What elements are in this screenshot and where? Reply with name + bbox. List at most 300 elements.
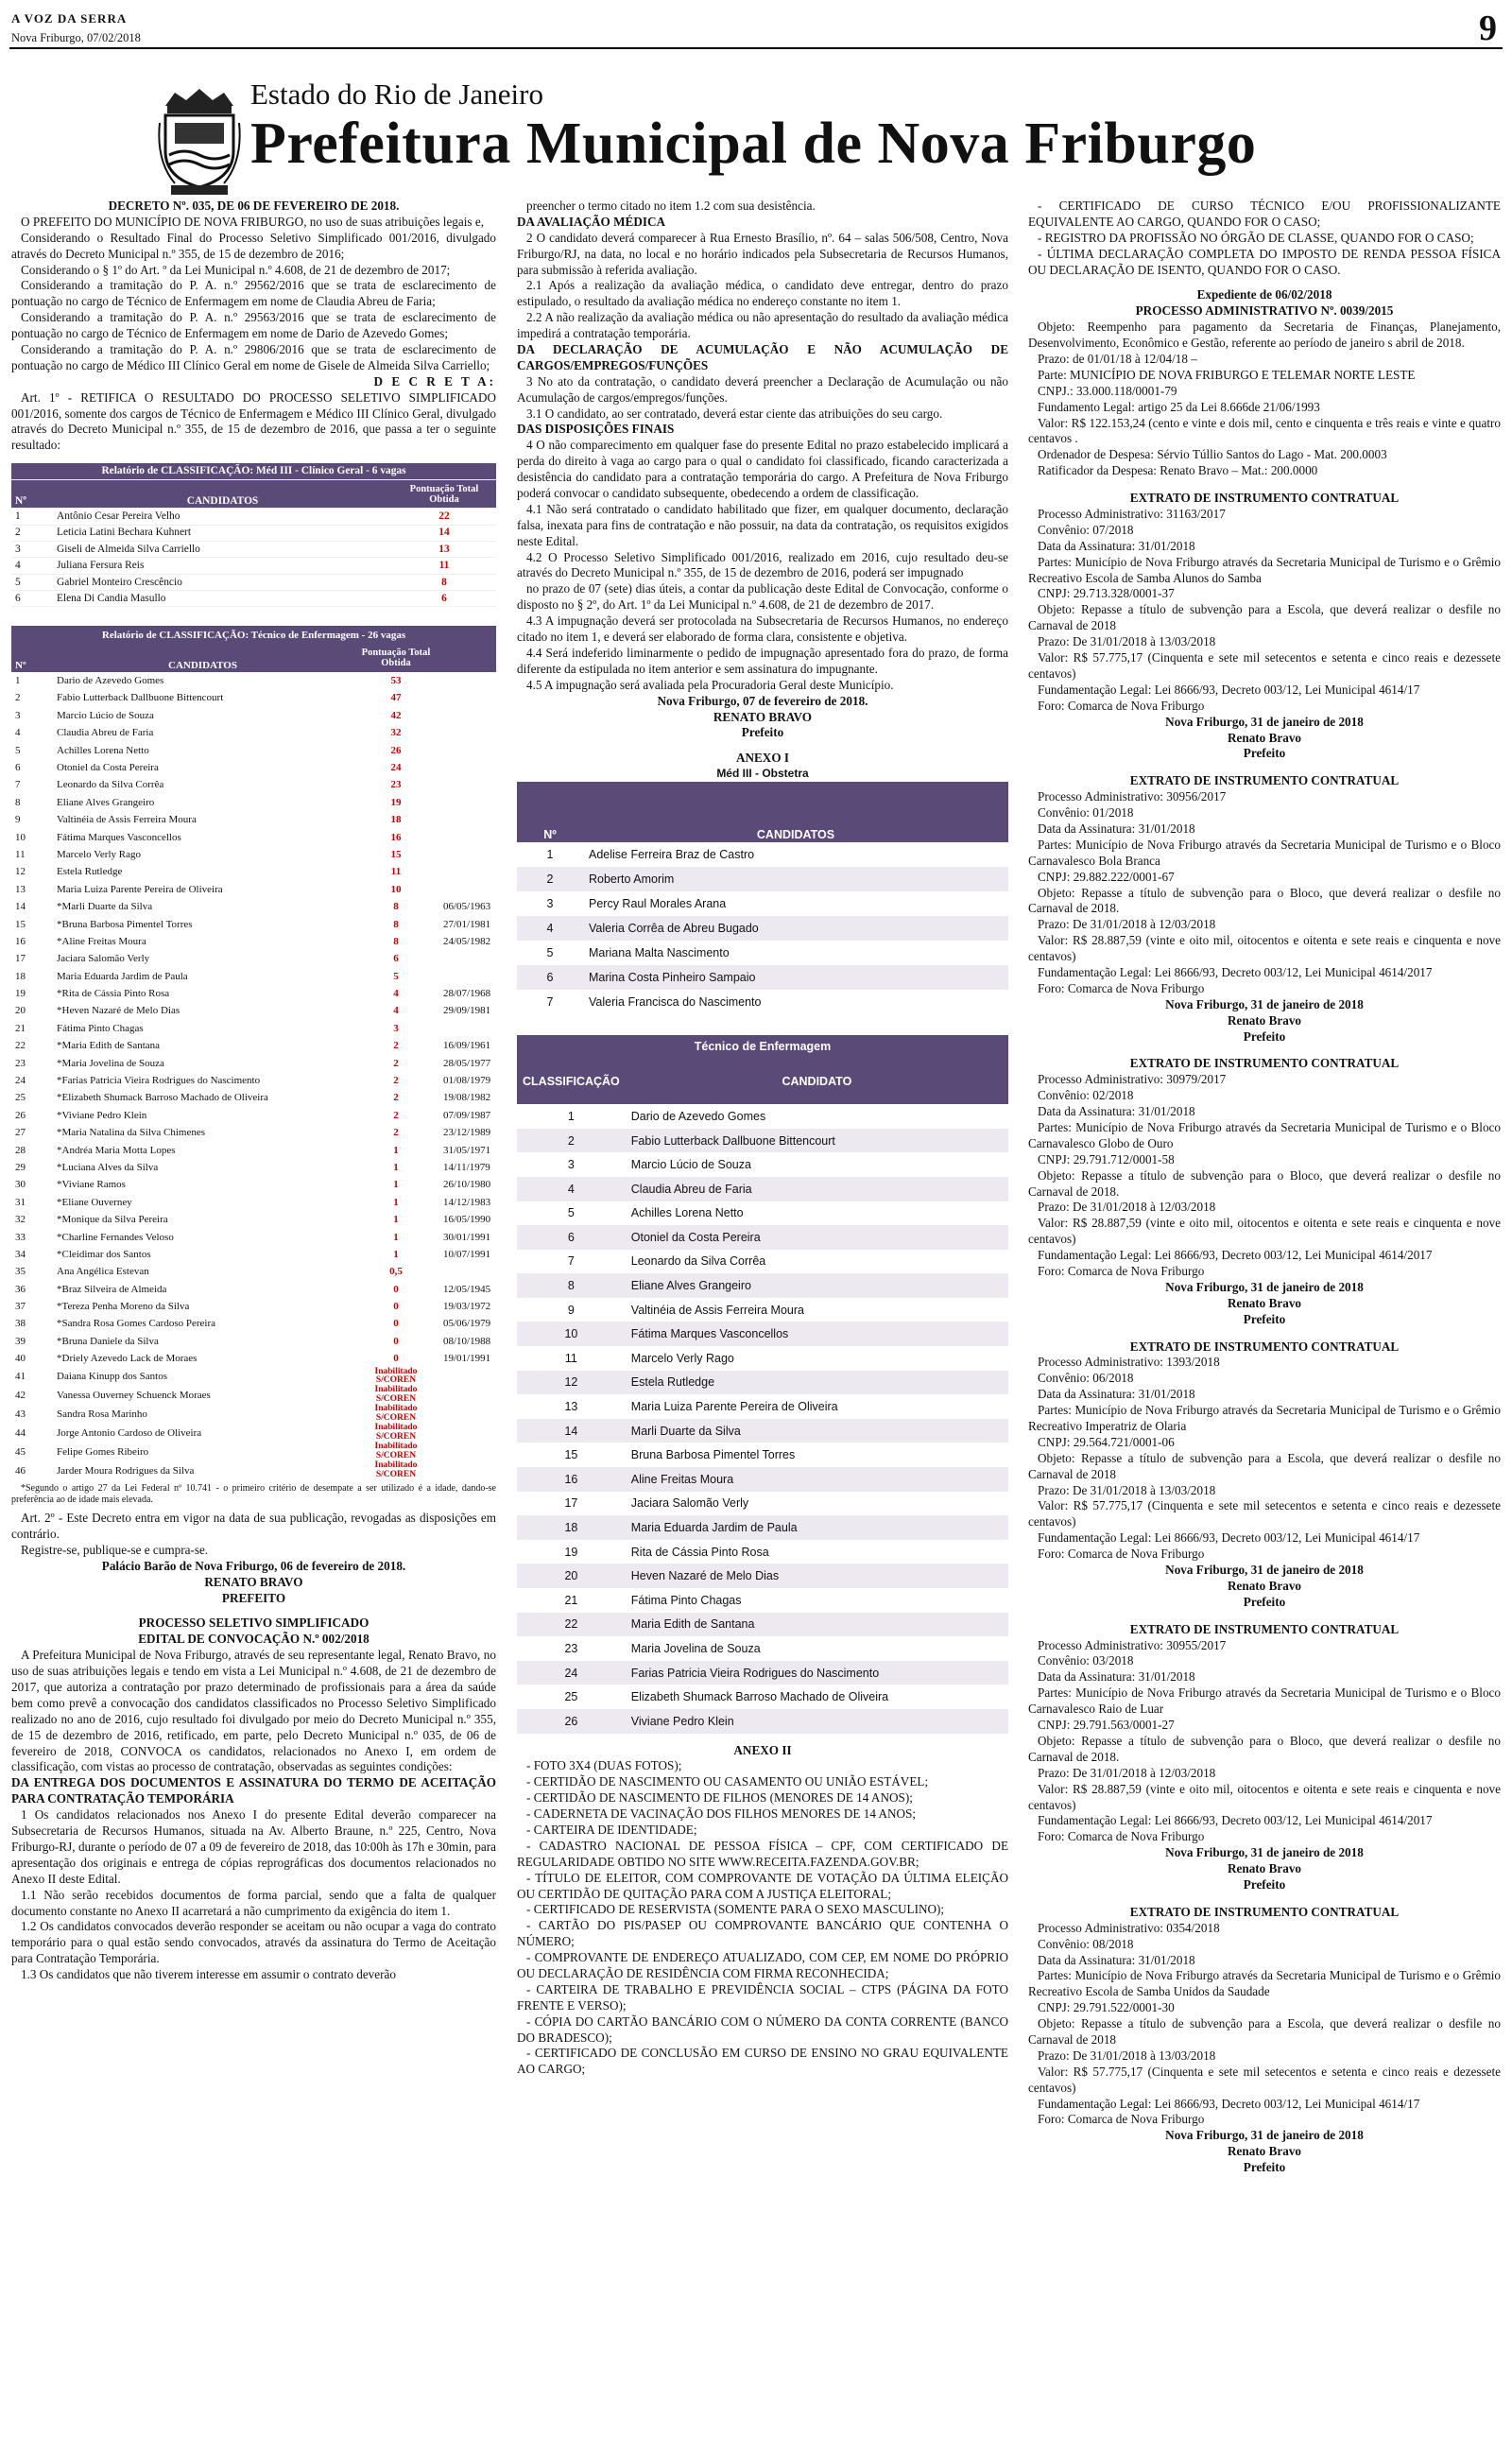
candidate-name: Elena Di Candia Masullo [53,591,392,607]
table-row [517,1467,1008,1492]
row-number: 31 [15,1196,26,1208]
expediente-body [1028,320,1501,479]
table-row [11,741,496,758]
extract-date: Nova Friburgo, 31 de janeiro de 2018 [1165,996,1364,1011]
expediente-line: Prazo: de 01/01/18 à 12/04/18 – [1038,352,1197,367]
candidate-name: Fátima Pinto Chagas [57,1022,144,1034]
edital-paragraph: 1.2 Os candidatos convocados deverão responder se aceitam ou não ocupar a vaga do contrato temporário para o qual estão sendo convocados, através da assinatura do Termo de Aceitação para Contratação Temporária. [11,1919,496,1966]
candidate-name: Maria Eduarda Jardim de Paula [57,970,188,982]
expediente-line: CNPJ.: 33.000.118/0001-79 [1038,383,1177,398]
classification-number: 21 [564,1593,578,1607]
score: 1 [393,1179,399,1191]
candidate-name: Estela Rutledge [57,866,123,878]
score: 42 [390,709,402,721]
row-number: 3 [11,541,53,557]
row-number: 11 [15,848,26,860]
extract-line: Partes: Município de Nova Friburgo através da Secretaria Municipal de Turismo e o Grêmio Recreativo Escola de Samba Unidos da Saudade [1028,1968,1501,1999]
birth-date: 10/07/1991 [443,1248,491,1260]
extract-role: Prefeito [1243,1028,1286,1044]
candidate-name: Jorge Antonio Cardoso de Oliveira [57,1427,202,1440]
candidate-name: Aline Freitas Moura [630,1472,734,1486]
score: 15 [390,848,402,860]
classification-number: 5 [567,1206,575,1220]
row-number: 38 [15,1318,26,1330]
candidate-name: Valeria Francisca do Nascimento [589,994,762,1009]
extract-line: Convênio: 03/2018 [1038,1653,1134,1668]
extract-line: Prazo: De 31/01/2018 à 13/03/2018 [1038,1482,1216,1497]
table-row [517,1346,1008,1371]
candidate-name: Maria Edith de Santana [630,1617,755,1632]
table-row [11,558,496,574]
score: 1 [393,1248,399,1260]
extract-line: Convênio: 06/2018 [1038,1371,1134,1386]
table-row [11,828,496,845]
row-number: 7 [546,994,554,1009]
decree-paragraph: Considerando a tramitação do P. A. n.º 29562/2016 que se trata de esclarecimento de pontuação no cargo de Técnico de Enfermagem em nome de Claudia Abreu de Faria; [11,278,496,309]
spacer [1028,1611,1501,1622]
palacio-line: Palácio Barão de Nova Friburgo, 06 de fevereiro de 2018. [101,1558,406,1573]
birth-date: 06/05/1963 [443,901,491,913]
row-number: 46 [15,1465,26,1478]
birth-date: 19/01/1991 [443,1353,491,1365]
candidate-name: Fátima Marques Vasconcellos [57,831,181,843]
extract-line: Processo Administrativo: 0354/2018 [1038,1920,1220,1935]
row-number: 29 [15,1161,26,1173]
table-row [517,1371,1008,1395]
extract-title: EXTRATO DE INSTRUMENTO CONTRATUAL [1129,1056,1400,1071]
birth-date: 19/03/1972 [443,1301,491,1313]
table-row [11,1281,496,1298]
edital-continuation [517,199,1008,694]
spacer [1028,1893,1501,1905]
edital-paragraph: 2.2 A não realização da avaliação médica ou não apresentação do resultado da avaliação médica impedirá a contratação temporária. [517,310,1008,341]
candidate-name: Fabio Lutterback Dallbuone Bittencourt [57,692,224,704]
birth-date: 28/05/1977 [443,1057,491,1069]
candidate-name: *Monique da Silva Pereira [57,1214,168,1226]
candidate-name: Marcelo Verly Rago [630,1351,734,1365]
document-item: - TÍTULO DE ELEITOR, COM COMPROVANTE DE VOTAÇÃO DA ÚLTIMA ELEIÇÃO OU CERTIDÃO DE QUITAÇÃO PARA COM A JUSTIÇA ELEITORAL; [517,1870,1008,1901]
extract-line: CNPJ: 29.713.328/0001-37 [1038,586,1175,601]
extract-line: Processo Administrativo: 30979/2017 [1038,1072,1227,1087]
candidate-name: Marcio Lúcio de Souza [630,1158,751,1172]
classification-number: 24 [564,1666,578,1680]
signer-name: RENATO BRAVO [204,1574,303,1589]
table-row [11,1315,496,1332]
candidate-name: Heven Nazaré de Melo Dias [630,1569,780,1583]
edital-paragraph: 4.5 A impugnação será avaliada pela Procuradoria Geral deste Município. [526,677,894,692]
row-number: 5 [546,945,554,959]
expediente-line: Fundamento Legal: artigo 25 da Lei 8.666de 21/06/1993 [1038,399,1320,414]
table-row [11,1072,496,1089]
extract-line: Objeto: Repasse a título de subvenção para a Escola, que deverá realizar o desfile no Carnaval de 2018 [1028,1450,1501,1481]
row-number: 2 [11,525,53,541]
candidate-name: Adelise Ferreira Braz de Castro [589,847,755,861]
row-number: 27 [15,1127,26,1139]
edital-body [11,1648,496,1983]
extract-line: CNPJ: 29.791.712/0001-58 [1038,1151,1175,1167]
process-title: PROCESSO SELETIVO SIMPLIFICADO [138,1616,369,1631]
row-number: 42 [15,1390,26,1402]
table-row [517,1129,1008,1153]
extract-line: Valor: R$ 28.887,59 (vinte e oito mil, oitocentos e oitenta e sete reais e cinquenta e nove centavos) [1028,1216,1501,1247]
signer-name: RENATO BRAVO [713,709,813,724]
extract-line: Valor: R$ 28.887,59 (vinte e oito mil, oitocentos e oitenta e sete reais e cinquenta e nove centavos) [1028,933,1501,964]
birth-date: 14/12/1983 [443,1196,491,1208]
score: 24 [390,761,402,773]
table-row [11,863,496,880]
birth-date [439,1405,496,1424]
signer-title: PREFEITO [221,1590,286,1605]
candidate-name: Vanessa Ouverney Schuenck Moraes [57,1390,211,1402]
row-number: 2 [15,692,21,704]
edital-paragraph: A Prefeitura Municipal de Nova Friburgo, através de seu representante legal, Renato Bravo, no uso de suas atribuições legais e tendo em vista a Lei Municipal n.º 4.608, de 21 de dezembro de 2017, que autoriza a contratação por prazo determinado de profissionais para a área da saúde bem como prevê a convocação dos candidatos classificados no Processo Seletivo Simplificado realizado no ano de 2016, cujo resultado foi divulgado por meio do Decreto Municipal n.º 355, de 15 de dezembro de 2016, retificado, em parte, pelo Decreto Municipal n.º 035, de 06 de fevereiro de 2018, CONVOCA os candidatos, relacionados no Anexo I, em ordem de classificação, com vistas ao processo de contratação, observadas as seguintes condições: [11,1648,496,1774]
table-row [11,707,496,724]
candidate-name: Valeria Corrêa de Abreu Bugado [589,921,759,935]
birth-date [439,689,496,706]
classification-table-clinico-geral [11,463,496,607]
table-row [11,933,496,950]
row-number: 33 [15,1231,26,1243]
row-number: 44 [15,1427,26,1440]
extract-signer: Renato Bravo [1227,1578,1302,1593]
document-item: - FOTO 3X4 (DUAS FOTOS); [526,1758,682,1773]
col-header-candidates: CANDIDATOS [168,659,237,671]
extract-line: Data da Assinatura: 31/01/2018 [1038,1669,1195,1685]
row-number: 45 [15,1446,26,1459]
candidate-name: Leonardo da Silva Corrêa [57,779,164,791]
classification-number: 2 [567,1133,575,1148]
column-1 [11,199,496,2448]
extract-date: Nova Friburgo, 31 de janeiro de 2018 [1165,714,1364,729]
page-number: 9 [1479,9,1497,48]
extract-line: Fundamentação Legal: Lei 8666/93, Decreto 003/12, Lei Municipal 4614/17 [1038,682,1420,697]
table-row [517,1636,1008,1661]
table-row [517,1588,1008,1613]
table-row [11,1263,496,1280]
birth-date [439,1368,496,1387]
classification-number: 13 [564,1400,578,1414]
table-row [11,881,496,898]
classification-number: 16 [564,1472,578,1486]
score: 5 [393,970,399,982]
candidate-name: *Rita de Cássia Pinto Rosa [57,988,170,1000]
score: 2 [393,1109,399,1121]
extract-signer: Renato Bravo [1227,1012,1302,1028]
birth-date [439,1461,496,1480]
candidate-name: *Maria Edith de Santana [57,1040,161,1052]
table-title: Relatório de CLASSIFICAÇÃO: Méd III - Clínico Geral - 6 vagas [11,463,496,479]
table-row [517,1661,1008,1685]
extract-role: Prefeito [1243,1594,1286,1609]
score: 2 [393,1040,399,1052]
extract-line: Data da Assinatura: 31/01/2018 [1038,1952,1195,1967]
table-row [517,1540,1008,1564]
score: 1 [393,1161,399,1173]
table-row [11,1386,496,1405]
candidate-name: Marli Duarte da Silva [630,1424,741,1438]
edital-paragraph: preencher o termo citado no item 1.2 com sua desistência. [526,199,816,213]
table-row [11,1298,496,1315]
document-item: - CERTIFICADO DE RESERVISTA (SOMENTE PARA O SEXO MASCULINO); [526,1902,945,1917]
score: Inabilitado S/COREN [374,1385,418,1405]
candidate-name: Fabio Lutterback Dallbuone Bittencourt [630,1133,835,1148]
row-number: 26 [15,1109,26,1121]
candidate-name: Maria Luiza Parente Pereira de Oliveira [57,883,223,895]
col-header-birthdate [439,644,496,672]
extract-line: Fundamentação Legal: Lei 8666/93, Decreto 003/12, Lei Municipal 4614/2017 [1038,1248,1433,1263]
article-2: Art. 2º - Este Decreto entra em vigor na data de sua publicação, revogadas as disposições em contrário. [11,1511,496,1542]
score: 18 [390,814,402,826]
birth-date: 31/05/1971 [443,1144,491,1156]
row-number: 4 [546,921,554,935]
extract-signer: Renato Bravo [1227,1295,1302,1310]
candidate-name: Otoniel da Costa Pereira [630,1230,761,1244]
row-number: 35 [15,1266,26,1278]
candidate-name: Otoniel da Costa Pereira [57,761,159,773]
col-header-num: Nº [15,659,26,671]
table-row [11,1368,496,1387]
extract-line: Processo Administrativo: 31163/2017 [1038,507,1226,522]
extract-line: Objeto: Repasse a título de subvenção para a Escola, que deverá realizar o desfile no Carnaval de 2018 [1028,2016,1501,2047]
edital-paragraph: 4.1 Não será contratado o candidato habilitado que fizer, em qualquer documento, declaração falsa, inexata para fins de contratação e não possuir, na data da contratação, os requisitos exigidos neste Edital. [517,501,1008,548]
extract-line: Processo Administrativo: 30956/2017 [1038,789,1227,804]
birth-date: 07/09/1987 [443,1109,491,1121]
candidate-name: Marina Costa Pinheiro Sampaio [589,970,756,984]
birth-date [439,1020,496,1037]
table-row [11,915,496,932]
table-row [517,1322,1008,1346]
candidate-name: Jaciara Salomão Verly [57,953,150,965]
extract-line: Processo Administrativo: 1393/2018 [1038,1355,1220,1370]
col-header-num: Nº [11,480,53,509]
birth-date [439,759,496,776]
birth-date [439,1386,496,1405]
classification-number: 17 [564,1496,578,1511]
table-row [11,1054,496,1071]
edital-paragraph: 2 O candidato deverá comparecer à Rua Ernesto Brasílio, nº. 64 – salas 506/508, Centro, Nova Friburgo/RJ, na data, no local e no horário indicados pela Subsecretaria de Recursos Humanos, para submissão à referida avaliação. [517,230,1008,277]
row-number: 17 [15,953,26,965]
classification-number: 26 [564,1714,578,1728]
row-number: 2 [546,872,554,886]
row-number: 39 [15,1335,26,1347]
extract-line: Prazo: De 31/01/2018 à 13/03/2018 [1038,2048,1216,2063]
col-header-candidate: CANDIDATO [782,1075,852,1089]
table-row [11,541,496,557]
classification-number: 12 [564,1375,578,1390]
row-number: 4 [15,727,21,739]
spacer [1028,1045,1501,1056]
edital-paragraph: 4.4 Será indeferido liminarmente o pedido de impugnação apresentado fora do prazo, de forma diferente da estipulada no item anterior e sem assinatura do impugnante. [517,645,1008,676]
registre-line: Registre-se, publique-se e cumpra-se. [21,1542,209,1557]
row-number: 22 [15,1040,26,1052]
extract-line: Partes: Município de Nova Friburgo através da Secretaria Municipal de Turismo e o Grêmio Recreativo Escola de Samba Alunos do Samba [1028,554,1501,585]
extract-title: EXTRATO DE INSTRUMENTO CONTRATUAL [1129,1904,1400,1919]
table-row [517,1685,1008,1709]
candidate-name: Roberto Amorim [589,872,675,886]
birth-date: 24/05/1982 [443,935,491,947]
candidate-name: *Bruna Barbosa Pimentel Torres [57,918,193,930]
candidate-name: Claudia Abreu de Faria [57,727,154,739]
table-title: Relatório de CLASSIFICAÇÃO: Técnico de Enfermagem - 26 vagas [101,629,406,641]
candidate-name: Felipe Gomes Ribeiro [57,1446,149,1459]
expediente-line: Ordenador de Despesa: Sérvio Túllio Santos do Lago - Mat. 200.0003 [1038,447,1387,462]
candidate-name: *Maria Jovelina de Souza [57,1057,164,1069]
birth-date [439,846,496,863]
table-row [517,965,1008,990]
document-item: - CADASTRO NACIONAL DE PESSOA FÍSICA – CPF, COM CERTIFICADO DE REGULARIDADE OBTIDO NO SITE WWW.RECEITA.FAZENDA.GOV.BR; [517,1838,1008,1869]
document-item: - CERTIFICADO DE CONCLUSÃO EM CURSO DE ENSINO NO GRAU EQUIVALENTE AO CARGO; [517,2046,1008,2077]
document-item: - COMPROVANTE DE ENDEREÇO ATUALIZADO, COM CEP, EM NOME DO PRÓPRIO OU DECLARAÇÃO DE RESIDÊNCIA COM FIRMA RECONHECIDA; [517,1950,1008,1981]
row-number: 32 [15,1214,26,1226]
row-number: 23 [15,1057,26,1069]
candidate-name: Sandra Rosa Marinho [57,1408,147,1421]
candidate-name: Gabriel Monteiro Crescêncio [53,574,392,590]
edital-paragraph: DA AVALIAÇÃO MÉDICA [517,214,666,229]
table-row [11,776,496,793]
extract-role: Prefeito [1243,746,1286,761]
document-item: - CARTEIRA DE TRABALHO E PREVIDÊNCIA SOCIAL – CTPS (PÁGINA DA FOTO FRENTE E VERSO); [517,1981,1008,2013]
decree-paragraph: Considerando o § 1º do Art. º da Lei Municipal n.º 4.608, de 21 de dezembro de 2017; [21,262,451,277]
birth-date: 19/08/1982 [443,1092,491,1104]
extract-title: EXTRATO DE INSTRUMENTO CONTRATUAL [1129,1339,1400,1354]
table-row [11,1002,496,1019]
candidate-name: Estela Rutledge [630,1375,715,1390]
candidate-name: Valtinéia de Assis Ferreira Moura [57,814,197,826]
edital-paragraph: 3 No ato da contratação, o candidato deverá preencher a Declaração de Acumulação ou não Acumulação de cargos/empregos/funções. [517,373,1008,405]
candidate-name: Leticia Latini Bechara Kuhnert [53,525,392,541]
score: 8 [393,935,399,947]
birth-date: 23/12/1989 [443,1127,491,1139]
table-row [517,990,1008,1014]
extract-date: Nova Friburgo, 31 de janeiro de 2018 [1165,2128,1364,2143]
birth-date [439,968,496,985]
row-number: 14 [15,901,26,913]
classification-number: 7 [567,1254,575,1269]
process-number: PROCESSO ADMINISTRATIVO Nº. 0039/2015 [1135,303,1394,319]
candidate-name: *Braz Silveira de Almeida [57,1283,167,1295]
birth-date: 05/06/1979 [443,1318,491,1330]
spacer [1028,762,1501,773]
document-item: - CADERNETA DE VACINAÇÃO DOS FILHOS MENORES DE 14 ANOS; [526,1806,917,1822]
table-row [517,1394,1008,1419]
score: 53 [390,675,402,687]
candidate-name: *Marli Duarte da Silva [57,901,153,913]
row-number: 4 [11,558,53,574]
extract-role: Prefeito [1243,1311,1286,1326]
table-row [11,525,496,541]
classification-number: 6 [567,1230,575,1244]
extract-line: Foro: Comarca de Nova Friburgo [1038,1547,1205,1562]
candidate-name: Dario de Azevedo Gomes [630,1109,766,1123]
classification-number: 1 [567,1109,575,1123]
candidate-name: Fátima Marques Vasconcellos [630,1327,789,1341]
score: 1 [393,1144,399,1156]
col-header-score: Pontuação Total Obtida [392,480,496,509]
extract-line: Foro: Comarca de Nova Friburgo [1038,1264,1205,1278]
obstetra-table-title: Méd III - Obstetra [716,767,809,781]
candidate-name: *Eliane Ouverney [57,1196,132,1208]
birth-date: 27/01/1981 [443,918,491,930]
score: 11 [392,558,496,574]
row-number: 24 [15,1075,26,1087]
row-number: 20 [15,1005,26,1017]
decree-paragraph: Considerando o Resultado Final do Processo Seletivo Simplificado 001/2016, divulgado através do Decreto Municipal n.º 355, de 15 de dezembro de 2016; [11,230,496,261]
table-row [517,1250,1008,1274]
extract-line: Fundamentação Legal: Lei 8666/93, Decreto 003/12, Lei Municipal 4614/17 [1038,2096,1420,2111]
issue-date: Nova Friburgo, 07/02/2018 [11,31,141,44]
classification-number: 3 [567,1158,575,1172]
decree-paragraph: Considerando a tramitação do P. A. n.º 29563/2016 que se trata de esclarecimento de pontuação no cargo de Técnico de Enfermagem em nome de Dario de Azevedo Gomes; [11,310,496,341]
score: 0 [393,1301,399,1313]
table-row [11,1405,496,1424]
candidate-name: Percy Raul Morales Arana [589,896,727,910]
row-number: 9 [15,814,21,826]
candidate-name: Giseli de Almeida Silva Carriello [53,541,392,557]
table-row [517,842,1008,867]
expediente-line: Parte: MUNICÍPIO DE NOVA FRIBURGO E TELEMAR NORTE LESTE [1038,367,1416,382]
classification-number: 25 [564,1690,578,1704]
col-header-candidates: CANDIDATOS [756,827,835,841]
extract-line: Objeto: Repasse a título de subvenção para o Bloco, que deverá realizar o desfile no Carnaval de 2018. [1028,885,1501,916]
table-row [11,794,496,811]
document-item: - CERTIFICADO DE CURSO TÉCNICO E/OU PROFISSIONALIZANTE EQUIVALENTE AO CARGO, QUANDO FOR O CASO; [1028,199,1501,229]
table-row [517,1201,1008,1226]
score: 14 [392,525,496,541]
score: 2 [393,1075,399,1087]
col-header-classification: CLASSIFICAÇÃO [523,1075,620,1089]
table-row [11,1443,496,1461]
row-number: 3 [546,896,554,910]
row-number: 43 [15,1408,26,1421]
classification-number: 22 [564,1617,578,1632]
birth-date [439,863,496,880]
anexo2-document-list [517,1758,1008,2078]
table-row [517,1492,1008,1516]
extract-line: Data da Assinatura: 31/01/2018 [1038,1104,1195,1119]
table-row [11,1159,496,1176]
document-item: - CÓPIA DO CARTÃO BANCÁRIO COM O NÚMERO DA CONTA CORRENTE (BANCO DO BRADESCO); [517,2013,1008,2045]
table-row [11,1107,496,1124]
extract-line: Valor: R$ 28.887,59 (vinte e oito mil, oitocentos e oitenta e sete reais e cinquenta e nove centavos) [1028,1781,1501,1812]
birth-date [439,776,496,793]
candidate-name: *Aline Freitas Moura [57,935,146,947]
candidate-name: *Driely Azevedo Lack de Moraes [57,1353,198,1365]
extract-date: Nova Friburgo, 31 de janeiro de 2018 [1165,1563,1364,1578]
score: 8 [392,574,496,590]
birth-date: 16/09/1961 [443,1040,491,1052]
col-header-candidates: CANDIDATOS [53,480,392,509]
row-number: 6 [11,591,53,607]
score: 8 [393,918,399,930]
candidate-name: Daiana Kinupp dos Santos [57,1371,168,1383]
classification-number: 20 [564,1569,578,1583]
score: Inabilitado S/COREN [374,1366,418,1386]
extract-line: Foro: Comarca de Nova Friburgo [1038,2112,1205,2127]
table-row [517,1564,1008,1588]
extract-line: Valor: R$ 57.775,17 (Cinquenta e sete mil setecentos e setenta e cinco reais e dezessete centavos) [1028,650,1501,681]
page-header [9,8,1503,49]
classification-number: 4 [567,1182,575,1196]
table-row [517,891,1008,916]
edital-paragraph: 3.1 O candidato, ao ser contratado, deverá estar ciente das atribuições do seu cargo. [526,406,943,421]
row-number: 19 [15,988,26,1000]
extract-line: Foro: Comarca de Nova Friburgo [1038,698,1205,713]
birth-date: 14/11/1979 [443,1161,490,1173]
table-row [11,1211,496,1228]
anexo-2-title: ANEXO II [733,1742,792,1757]
col-header-score: Pontuação Total Obtida [361,647,431,668]
table-row [517,867,1008,891]
